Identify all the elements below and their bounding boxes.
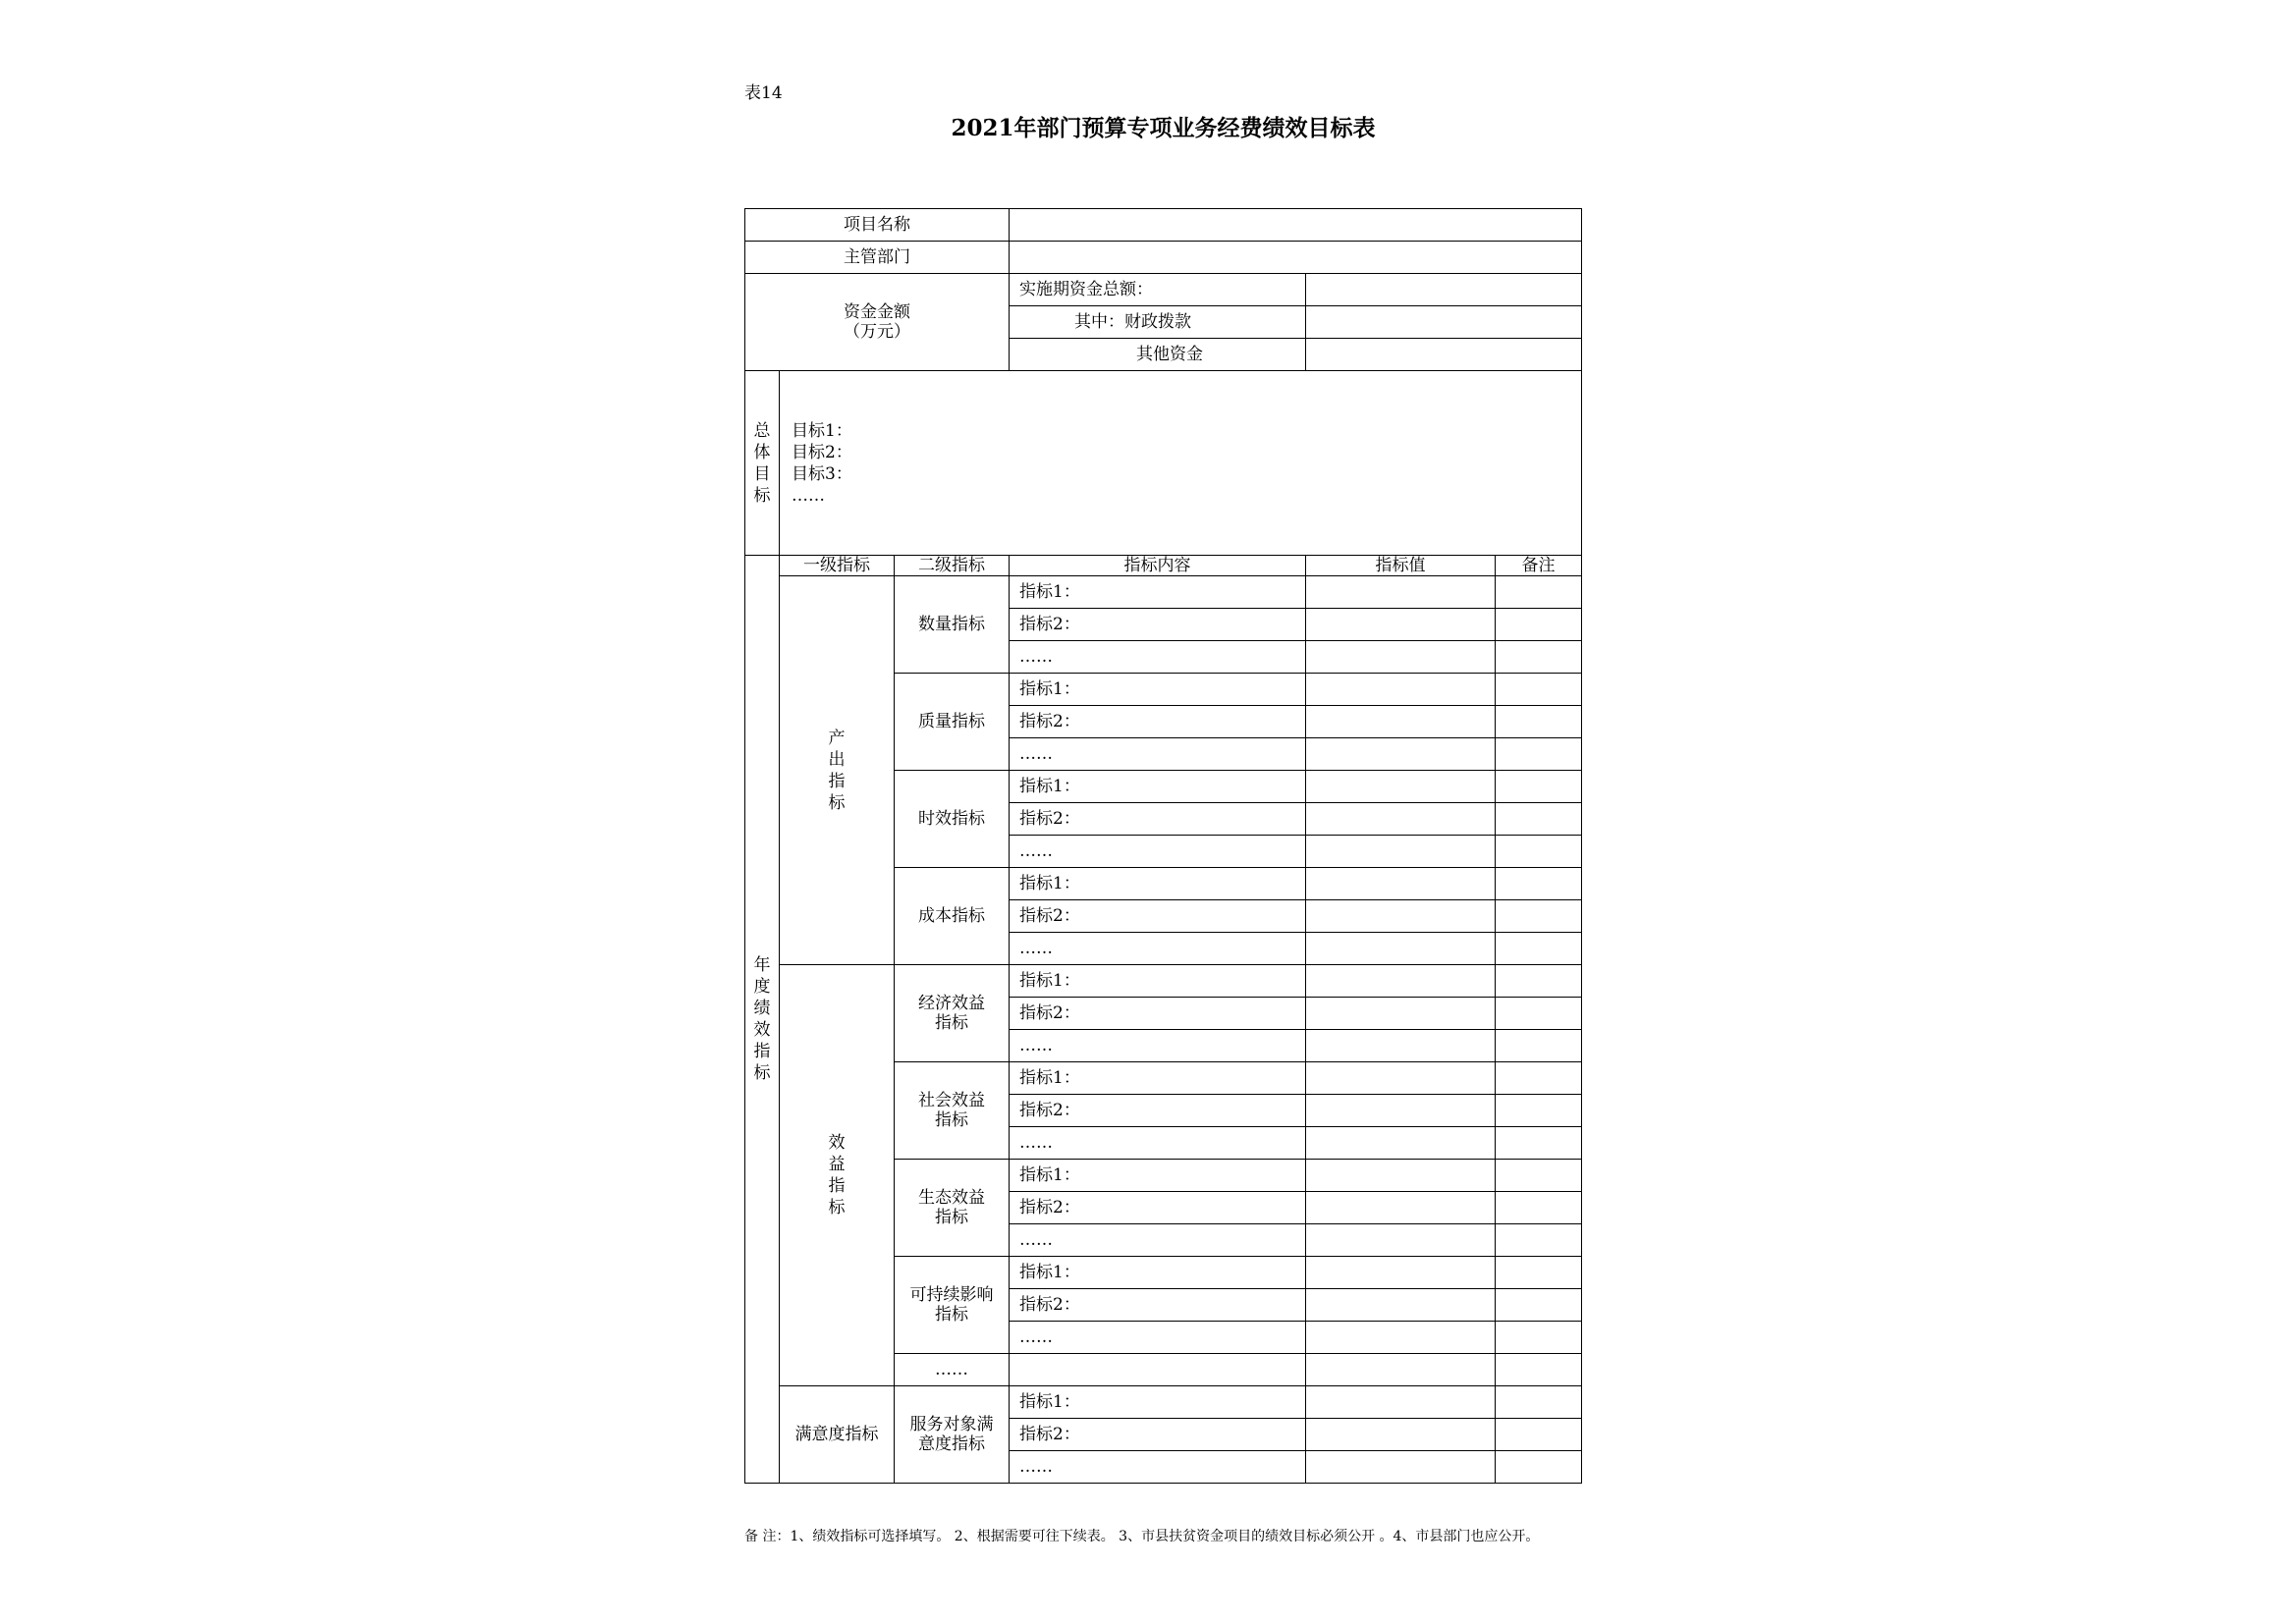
overall-goal-label bbox=[745, 371, 780, 556]
goal-line-3: 目标3： bbox=[792, 463, 852, 484]
indicator-label: 指标2： bbox=[1010, 1192, 1306, 1224]
indicator-label: 指标1： bbox=[1010, 1257, 1306, 1289]
annual-indicators-text: 年度绩效指标 bbox=[753, 955, 771, 1083]
indicator-remark-cell[interactable] bbox=[1496, 738, 1582, 771]
level2-sustainable-text: 可持续影响指标 bbox=[909, 1285, 994, 1325]
level2-cost: 成本指标 bbox=[895, 868, 1010, 965]
indicator-remark-cell[interactable] bbox=[1496, 641, 1582, 674]
indicator-remark-cell[interactable] bbox=[1496, 1289, 1582, 1322]
indicator-value-cell[interactable] bbox=[1306, 576, 1496, 609]
level2-economic-text: 经济效益指标 bbox=[918, 994, 985, 1033]
indicator-remark-cell[interactable] bbox=[1496, 1224, 1582, 1257]
indicator-remark-cell[interactable] bbox=[1496, 965, 1582, 998]
indicator-value-cell[interactable] bbox=[1306, 706, 1496, 738]
funds-fiscal-label: 其中：财政拨款 bbox=[1010, 306, 1306, 339]
indicator-value-cell[interactable] bbox=[1306, 933, 1496, 965]
indicator-value-cell[interactable] bbox=[1306, 1386, 1496, 1419]
indicator-value-cell[interactable] bbox=[1306, 1127, 1496, 1160]
indicator-value-cell[interactable] bbox=[1306, 1095, 1496, 1127]
indicator-label: 指标1： bbox=[1010, 771, 1306, 803]
indicator-label: …… bbox=[1010, 1322, 1306, 1354]
indicator-value-cell[interactable] bbox=[1306, 803, 1496, 836]
header-value: 指标值 bbox=[1306, 556, 1496, 576]
indicator-label: …… bbox=[1010, 1127, 1306, 1160]
goal-line-2: 目标2： bbox=[792, 442, 852, 462]
level2-ecological-text: 生态效益指标 bbox=[918, 1188, 985, 1227]
indicator-remark-cell[interactable] bbox=[1496, 998, 1582, 1030]
level2-social-text: 社会效益指标 bbox=[918, 1091, 985, 1130]
level2-economic bbox=[895, 965, 1010, 1062]
indicator-content-cell[interactable] bbox=[1010, 1354, 1306, 1386]
level1-benefit bbox=[780, 965, 895, 1386]
level1-benefit-text: 效益指标 bbox=[828, 1133, 846, 1217]
indicator-remark-cell[interactable] bbox=[1496, 1451, 1582, 1484]
department-label: 主管部门 bbox=[745, 242, 1010, 274]
indicator-remark-cell[interactable] bbox=[1496, 1322, 1582, 1354]
indicator-value-cell[interactable] bbox=[1306, 1062, 1496, 1095]
indicator-label: …… bbox=[1010, 738, 1306, 771]
indicator-label: …… bbox=[1010, 641, 1306, 674]
indicator-value-cell[interactable] bbox=[1306, 641, 1496, 674]
indicator-label: 指标1： bbox=[1010, 1386, 1306, 1419]
indicator-label: 指标2： bbox=[1010, 706, 1306, 738]
header-level2: 二级指标 bbox=[895, 556, 1010, 576]
indicator-remark-cell[interactable] bbox=[1496, 836, 1582, 868]
level2-quantity: 数量指标 bbox=[895, 576, 1010, 674]
indicator-label: …… bbox=[1010, 1030, 1306, 1062]
indicator-value-cell[interactable] bbox=[1306, 1257, 1496, 1289]
page-title: 2021年部门预算专项业务经费绩效目标表 bbox=[951, 115, 1376, 141]
level2-ecological bbox=[895, 1160, 1010, 1257]
indicator-label: 指标2： bbox=[1010, 1419, 1306, 1451]
indicator-label: …… bbox=[1010, 1451, 1306, 1484]
indicator-remark-cell[interactable] bbox=[1496, 933, 1582, 965]
indicator-value-cell[interactable] bbox=[1306, 998, 1496, 1030]
annual-indicators-label bbox=[745, 556, 780, 1484]
level2-service bbox=[895, 1386, 1010, 1484]
indicator-remark-cell[interactable] bbox=[1496, 1419, 1582, 1451]
project-name-label: 项目名称 bbox=[745, 209, 1010, 242]
indicator-label: 指标2： bbox=[1010, 609, 1306, 641]
overall-goal-text: 总体目标 bbox=[753, 420, 771, 506]
indicator-remark-cell[interactable] bbox=[1496, 1127, 1582, 1160]
indicator-remark-cell[interactable] bbox=[1496, 771, 1582, 803]
indicator-label: …… bbox=[1010, 933, 1306, 965]
indicator-label: 指标2： bbox=[1010, 998, 1306, 1030]
level1-satisfaction: 满意度指标 bbox=[780, 1386, 895, 1484]
indicator-value-cell[interactable] bbox=[1306, 738, 1496, 771]
indicator-remark-cell[interactable] bbox=[1496, 1062, 1582, 1095]
indicator-value-cell[interactable] bbox=[1306, 1419, 1496, 1451]
indicator-value-cell[interactable] bbox=[1306, 1224, 1496, 1257]
indicator-remark-cell[interactable] bbox=[1496, 576, 1582, 609]
department-field[interactable] bbox=[1010, 242, 1582, 274]
indicator-remark-cell[interactable] bbox=[1496, 674, 1582, 706]
footnote: 备 注：1、绩效指标可选择填写。 2、根据需要可往下续表。 3、市县扶贫资金项目的绩效目标必须公开 。4、市县部门也应公开。 bbox=[744, 1529, 1540, 1544]
indicator-remark-cell[interactable] bbox=[1496, 609, 1582, 641]
indicator-value-cell[interactable] bbox=[1306, 868, 1496, 900]
indicator-label: 指标2： bbox=[1010, 803, 1306, 836]
performance-target-form bbox=[744, 208, 1582, 1484]
funds-label bbox=[745, 274, 1010, 371]
indicator-remark-cell[interactable] bbox=[1496, 1354, 1582, 1386]
indicator-label: 指标1： bbox=[1010, 1062, 1306, 1095]
indicator-value-cell[interactable] bbox=[1306, 965, 1496, 998]
indicator-label: 指标2： bbox=[1010, 1095, 1306, 1127]
level2-service-text: 服务对象满意度指标 bbox=[909, 1415, 994, 1454]
indicator-label: 指标1： bbox=[1010, 868, 1306, 900]
level2-sustainable bbox=[895, 1257, 1010, 1354]
indicator-value-cell[interactable] bbox=[1306, 609, 1496, 641]
level1-output-text: 产出指标 bbox=[828, 728, 846, 813]
indicator-label: 指标1： bbox=[1010, 1160, 1306, 1192]
indicator-value-cell[interactable] bbox=[1306, 1192, 1496, 1224]
indicator-remark-cell[interactable] bbox=[1496, 868, 1582, 900]
indicator-value-cell[interactable] bbox=[1306, 1030, 1496, 1062]
indicator-value-cell[interactable] bbox=[1306, 900, 1496, 933]
funds-title: 资金金额 bbox=[844, 302, 910, 322]
goal-line-1: 目标1： bbox=[792, 420, 852, 441]
indicator-label: 指标1： bbox=[1010, 674, 1306, 706]
indicator-label: 指标1： bbox=[1010, 576, 1306, 609]
indicator-label: 指标2： bbox=[1010, 900, 1306, 933]
indicator-remark-cell[interactable] bbox=[1496, 1095, 1582, 1127]
project-name-field[interactable] bbox=[1010, 209, 1582, 242]
indicator-value-cell[interactable] bbox=[1306, 1451, 1496, 1484]
goal-line-more: …… bbox=[792, 485, 825, 506]
level2-quality: 质量指标 bbox=[895, 674, 1010, 771]
indicator-remark-cell[interactable] bbox=[1496, 1257, 1582, 1289]
level2-social bbox=[895, 1062, 1010, 1160]
funds-unit: （万元） bbox=[844, 322, 910, 342]
funds-total-field[interactable] bbox=[1306, 274, 1582, 306]
indicator-value-cell[interactable] bbox=[1306, 1354, 1496, 1386]
indicator-remark-cell[interactable] bbox=[1496, 1192, 1582, 1224]
table-number: 表14 bbox=[744, 83, 783, 103]
header-remark: 备注 bbox=[1496, 556, 1582, 576]
indicator-value-cell[interactable] bbox=[1306, 1289, 1496, 1322]
header-level1: 一级指标 bbox=[780, 556, 895, 576]
indicator-label: …… bbox=[1010, 1224, 1306, 1257]
funds-other-label: 其他资金 bbox=[1010, 339, 1306, 371]
indicator-remark-cell[interactable] bbox=[1496, 1386, 1582, 1419]
indicator-value-cell[interactable] bbox=[1306, 836, 1496, 868]
indicator-remark-cell[interactable] bbox=[1496, 900, 1582, 933]
indicator-label: 指标1： bbox=[1010, 965, 1306, 998]
header-content: 指标内容 bbox=[1010, 556, 1306, 576]
indicator-remark-cell[interactable] bbox=[1496, 1160, 1582, 1192]
indicator-remark-cell[interactable] bbox=[1496, 706, 1582, 738]
indicator-label: …… bbox=[1010, 836, 1306, 868]
level1-output bbox=[780, 576, 895, 965]
indicator-value-cell[interactable] bbox=[1306, 674, 1496, 706]
funds-other-field[interactable] bbox=[1306, 339, 1582, 371]
funds-total-label: 实施期资金总额： bbox=[1010, 274, 1306, 306]
indicator-value-cell[interactable] bbox=[1306, 771, 1496, 803]
indicator-remark-cell[interactable] bbox=[1496, 1030, 1582, 1062]
level2-more: …… bbox=[895, 1354, 1010, 1386]
indicator-remark-cell[interactable] bbox=[1496, 803, 1582, 836]
indicator-label: 指标2： bbox=[1010, 1289, 1306, 1322]
overall-goal-field[interactable] bbox=[780, 371, 1582, 556]
indicator-value-cell[interactable] bbox=[1306, 1322, 1496, 1354]
level2-timeliness: 时效指标 bbox=[895, 771, 1010, 868]
indicator-value-cell[interactable] bbox=[1306, 1160, 1496, 1192]
funds-fiscal-field[interactable] bbox=[1306, 306, 1582, 339]
